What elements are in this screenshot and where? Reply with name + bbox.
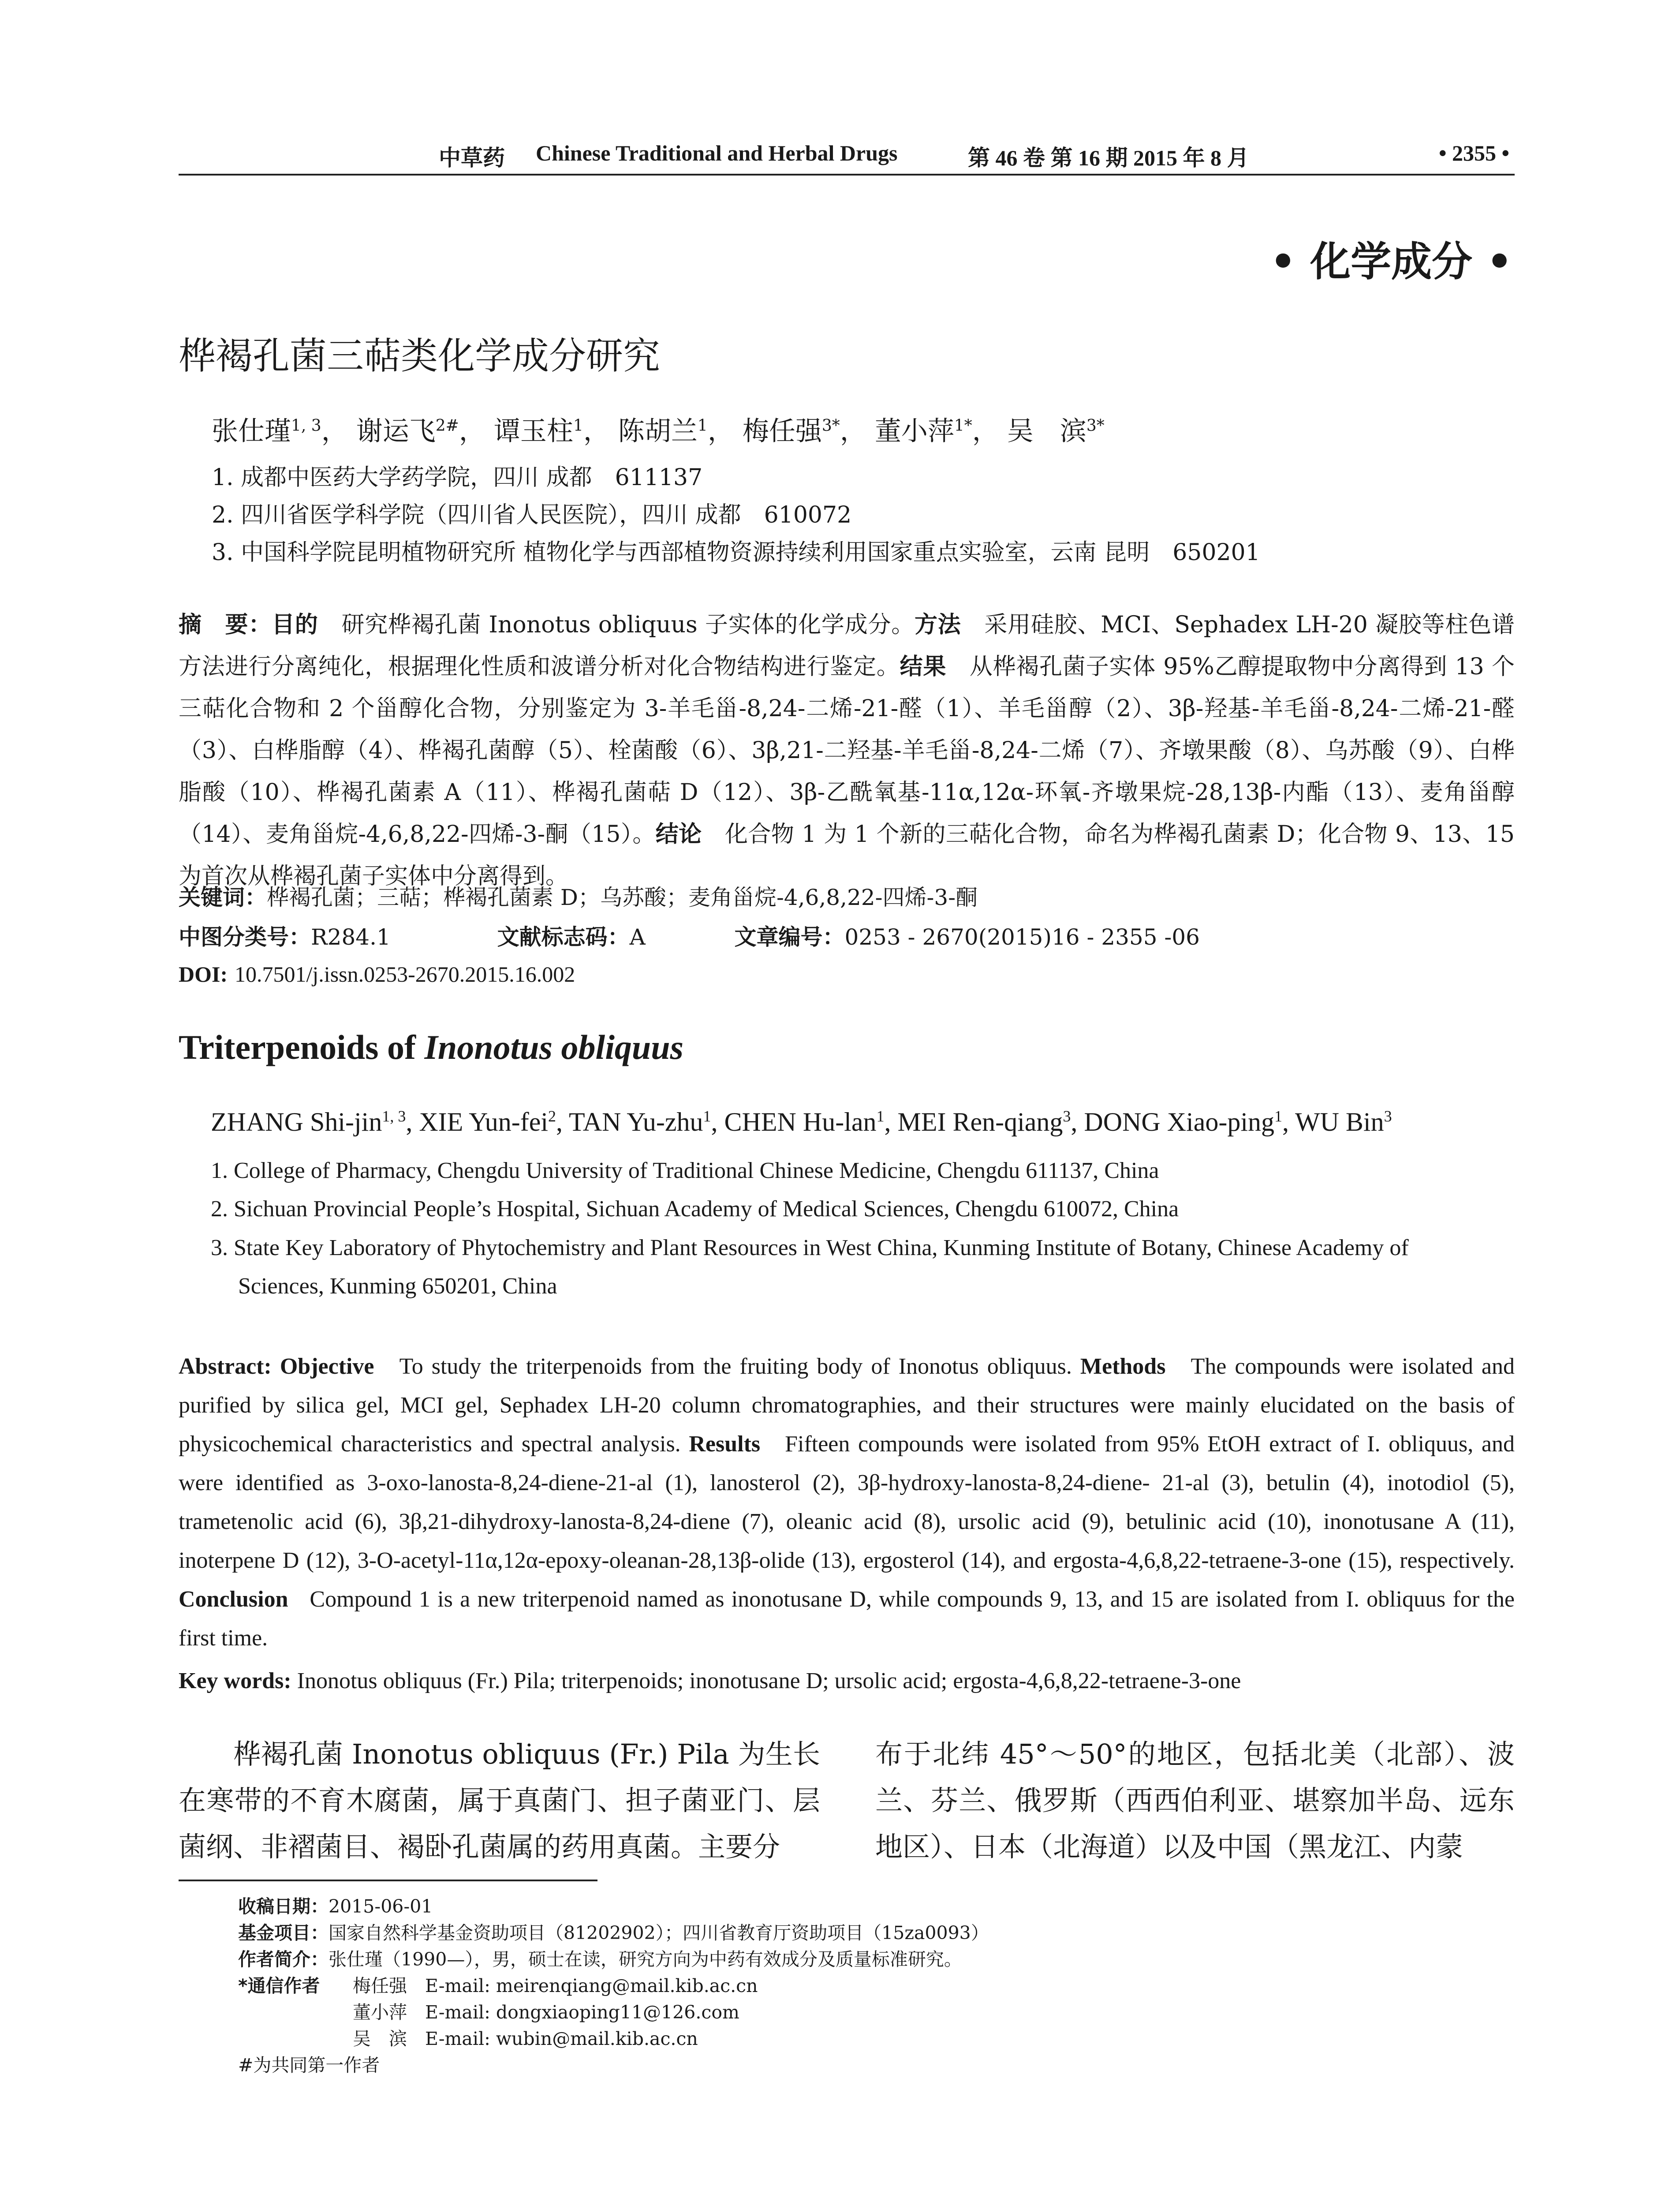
body-right-text: 布于北纬 45°～50°的地区，包括北美（北部）、波兰、芬兰、俄罗斯（西西伯利亚、堪察加半岛、远东地区）、日本（北海道）以及中国（黑龙江、内蒙 (875, 1738, 1515, 1863)
en-keywords-label: Key words: (179, 1668, 291, 1693)
en-conclusion-label: Conclusion (179, 1587, 288, 1612)
author-affil-sup: 1 (573, 417, 583, 435)
author-affil-sup: 1 (1274, 1107, 1283, 1125)
cn-keywords (179, 880, 978, 912)
cn-affiliation-1: 1. 成都中医药大学药学院，四川 成都 611137 (212, 464, 703, 491)
page-number: • 2355 • (1438, 141, 1509, 165)
footnote-rule (179, 1880, 597, 1881)
author-affil-sup: 1 (703, 1107, 711, 1125)
clc-label: 中图分类号： (179, 924, 311, 950)
author-name: CHEN Hu-lan (724, 1107, 877, 1136)
article-no-label: 文章编号： (734, 924, 845, 950)
en-affiliation-1: 1. College of Pharmacy, Chengdu University of Traditional Chinese Medicine, Chengdu 611137, China (211, 1158, 1159, 1183)
cn-title: 桦褐孔菌三萜类化学成分研究 (179, 334, 661, 377)
en-results-text: Fifteen compounds were isolated from 95% EtOH extract of I. obliquus, and were identified as 3-oxo-lanosta-8,24-diene-21-al (1), lanosterol (2), 3β-hydroxy-lanosta-8,24-diene- 21-al (3), betulin (4), inotodiol (5), trametenolic acid (6), 3β,21-dihydroxy-lanosta-8,24-diene (7), oleanic acid (8), ursolic acid (9), betulinic acid (10), inonotusane A (11), inoterpene D (12), 3-O-acetyl-11α,12α-epoxy-oleanan-28,13β-olide (13), ergosterol (14), and ergosta-4,6,8,22-tetraene-3-one (15), respectively. (179, 1431, 1515, 1573)
footnote-bio (238, 1945, 962, 1971)
author-affil-sup: 3 (1384, 1107, 1392, 1125)
en-affiliation-3: 3. State Key Laboratory of Phytochemistry and Plant Resources in West China, Kunming Institute of Botany, Chinese Academy of (211, 1235, 1409, 1260)
en-abstract (179, 1347, 1515, 1658)
body-column-left (179, 1731, 820, 1870)
received-label: 收稿日期： (238, 1896, 329, 1917)
objective-label: 目的 (272, 612, 318, 638)
en-methods-text: The compounds were isolated and purified by silica gel, MCI gel, Sephadex LH-20 column chromatographies, and their structures were mainly elucidated on the basis of physicochemical characteristics and spectral analysis. (179, 1354, 1515, 1457)
author-name: 吴 滨 (1007, 416, 1086, 447)
author-name: ZHANG Shi-jin (211, 1107, 382, 1136)
cn-abstract (179, 604, 1515, 897)
results-label: 结果 (900, 654, 947, 680)
author-affil-sup: 1* (954, 417, 972, 435)
corr-author-2: 董小萍 E-mail: dongxiaoping11@126.com (353, 2002, 739, 2023)
en-conclusion-text: Compound 1 is a new triterpenoid named as inonotusane D, while compounds 9, 13, and 15 are isolated from I. obliquus for the first time. (179, 1587, 1515, 1651)
author-name: WU Bin (1295, 1107, 1384, 1136)
section-label: • 化学成分 • (1270, 238, 1512, 285)
footnote-cofirst: #为共同第一作者 (238, 2055, 380, 2076)
en-methods-label: Methods (1080, 1354, 1166, 1379)
doi-line (179, 961, 575, 987)
journal-en-name: Chinese Traditional and Herbal Drugs (536, 141, 898, 165)
author-affil-sup: 1 (876, 1107, 885, 1125)
author-affil-sup: 2# (435, 417, 459, 435)
author-name: TAN Yu-zhu (568, 1107, 703, 1136)
fund-label: 基金项目： (238, 1922, 329, 1943)
en-title (179, 1028, 683, 1067)
author-name: 董小萍 (874, 416, 954, 447)
author-affil-sup: 3 (1063, 1107, 1071, 1125)
corr-label: *通信作者 (238, 1975, 320, 1996)
doc-code-label: 文献标志码： (497, 924, 630, 950)
footnote-fund (238, 1918, 989, 1944)
author-name: DONG Xiao-ping (1084, 1107, 1275, 1136)
en-keywords-text: Inonotus obliquus (Fr.) Pila; triterpenoids; inonotusane D; ursolic acid; ergosta-4,6,8,22-tetraene-3-one (297, 1668, 1241, 1693)
author-affil-sup: 1 (697, 417, 708, 435)
cn-classification (179, 919, 1200, 951)
header-rule (179, 174, 1515, 176)
en-results-label: Results (689, 1431, 761, 1457)
en-title-species: Inonotus obliquus (424, 1028, 683, 1066)
keywords-text: 桦褐孔菌；三萜；桦褐孔菌素 D；乌苏酸；麦角甾烷-4,6,8,22-四烯-3-酮 (267, 885, 978, 910)
en-affiliation-3-cont: Sciences, Kunming 650201, China (238, 1274, 557, 1299)
author-affil-sup: 1, 3 (382, 1107, 406, 1125)
doi-value: 10.7501/j.issn.0253-2670.2015.16.002 (235, 962, 575, 987)
author-name: 谭玉柱 (493, 416, 573, 447)
en-author-list: ZHANG Shi-jin$^{1, 3}$, XIE Yun-fei$^2$, TAN Yu-zhu$^1$, CHEN Hu-lan$^1$, MEI Ren-qiang$^3$, DONG Xiao-ping$^1$, WU Bin$^3$ (211, 1107, 1392, 1136)
author-name: XIE Yun-fei (419, 1107, 549, 1136)
cn-affiliation-3: 3. 中国科学院昆明植物研究所 植物化学与西部植物资源持续利用国家重点实验室，云南 昆明 650201 (212, 539, 1260, 566)
footnote-received (238, 1892, 433, 1918)
en-abstract-label: Abstract: Objective (179, 1354, 374, 1379)
body-left-text: 桦褐孔菌 Inonotus obliquus (Fr.) Pila 为生长在寒带的不育木腐菌，属于真菌门、担子菌亚门、层菌纲、非褶菌目、褐卧孔菌属的药用真菌。主要分 (179, 1738, 820, 1863)
conclusion-label: 结论 (655, 821, 702, 848)
author-name: 张仕瑾 (212, 416, 291, 447)
author-affil-sup: 2 (548, 1107, 556, 1125)
footnote-corresponding (238, 1971, 320, 1997)
abstract-label: 摘 要： (179, 612, 272, 638)
author-name: 梅任强 (742, 416, 822, 447)
author-name: 谢运飞 (356, 416, 436, 447)
en-affiliation-2: 2. Sichuan Provincial People’s Hospital, Sichuan Academy of Medical Sciences, Chengdu 610072, China (211, 1196, 1179, 1222)
issue-info: 第 46 卷 第 16 期 2015 年 8 月 (968, 146, 1249, 170)
author-name: 陈胡兰 (618, 416, 698, 447)
cn-author-list: 张仕瑾$^{1, 3}$， 谢运飞$^{2\#}$， 谭玉柱$^1$， 陈胡兰$^1$， 梅任强$^{3*}$， 董小萍$^{1*}$， 吴 滨$^{3*}$ (212, 416, 1105, 447)
doc-code-value: A (629, 924, 646, 950)
author-affil-sup: 3* (821, 417, 840, 435)
methods-text: 采用硅胶、MCI、Sephadex LH-20 凝胶等柱色谱方法进行分离纯化，根据理化性质和波谱分析对化合物结构进行鉴定。 (179, 612, 1515, 680)
methods-label: 方法 (915, 612, 961, 638)
en-objective-text: To study the triterpenoids from the fruiting body of Inonotus obliquus. (399, 1354, 1072, 1379)
fund-text: 国家自然科学基金资助项目（81202902）；四川省教育厅资助项目（15za0093） (329, 1922, 989, 1943)
running-header (179, 140, 1515, 176)
author-affil-sup: 1, 3 (291, 417, 321, 435)
results-text: 从桦褐孔菌子实体 95%乙醇提取物中分离得到 13 个三萜化合物和 2 个甾醇化合物，分别鉴定为 3-羊毛甾-8,24-二烯-21-醛（1）、羊毛甾醇（2）、3β-羟基-羊毛甾-8,24-二烯-21-醛（3）、白桦脂醇（4）、桦褐孔菌醇（5）、栓菌酸（6）、3β,21-二羟基-羊毛甾-8,24-二烯（7）、齐墩果酸（8）、乌苏酸（9）、白桦脂酸（10）、桦褐孔菌素 A（11）、桦褐孔菌萜 D（12）、3β-乙酰氧基-11α,12α-环氧-齐墩果烷-28,13β-内酯（13）、麦角甾醇（14）、麦角甾烷-4,6,8,22-四烯-3-酮（15）。 (179, 654, 1515, 848)
bio-text: 张仕瑾（1990—），男，硕士在读，研究方向为中药有效成分及质量标准研究。 (329, 1949, 962, 1970)
doi-label: DOI: (179, 962, 228, 987)
author-affil-sup: 3* (1086, 417, 1105, 435)
en-keywords (179, 1662, 1515, 1700)
body-column-right (875, 1731, 1515, 1870)
received-date: 2015-06-01 (329, 1896, 433, 1917)
bio-label: 作者简介： (238, 1949, 329, 1970)
corr-author-3: 吴 滨 E-mail: wubin@mail.kib.ac.cn (353, 2028, 698, 2049)
objective-text: 研究桦褐孔菌 Inonotus obliquus 子实体的化学成分。 (341, 612, 915, 638)
cn-affiliation-2: 2. 四川省医学科学院（四川省人民医院），四川 成都 610072 (212, 502, 852, 528)
article-no-value: 0253 - 2670(2015)16 - 2355 -06 (844, 924, 1200, 950)
en-title-plain: Triterpenoids of (179, 1028, 425, 1066)
corr-author-1: 梅任强 E-mail: meirenqiang@mail.kib.ac.cn (353, 1975, 758, 1996)
author-name: MEI Ren-qiang (897, 1107, 1063, 1136)
clc-value: R284.1 (311, 924, 391, 950)
keywords-label: 关键词： (179, 885, 267, 910)
journal-cn-name: 中草药 (439, 145, 505, 171)
conclusion-text: 化合物 1 为 1 个新的三萜化合物，命名为桦褐孔菌素 D；化合物 9、13、15 为首次从桦褐孔菌子实体中分离得到。 (179, 821, 1515, 889)
